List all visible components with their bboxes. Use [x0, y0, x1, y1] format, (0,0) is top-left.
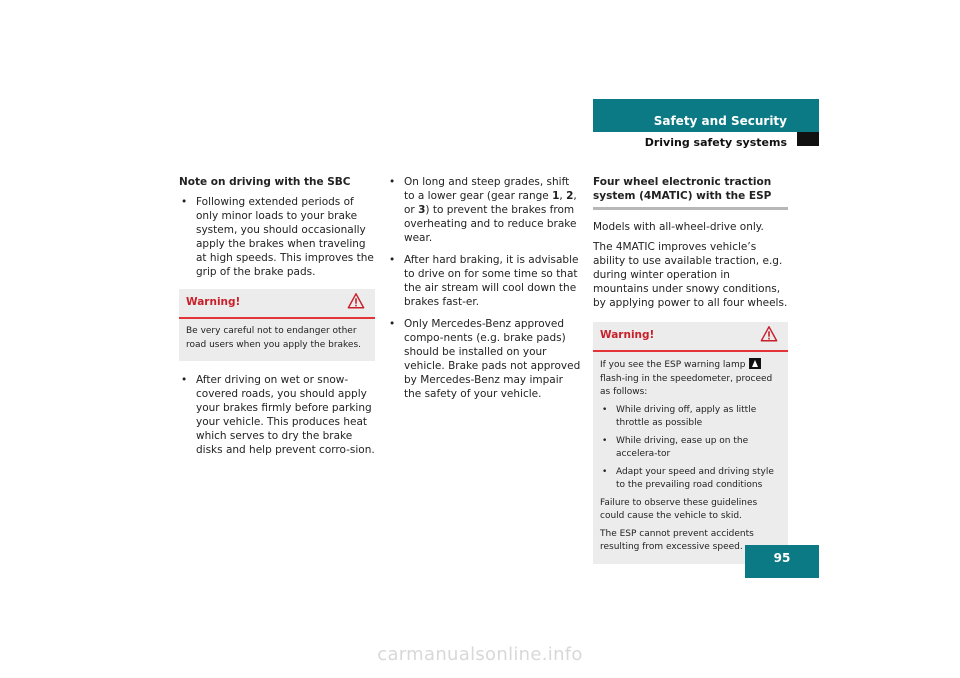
paragraph: The 4MATIC improves vehicle’s ability to use available traction, e.g. during winter operation in mountains under snowy conditions, by applying power to all four wheels.: [593, 241, 788, 309]
gear-number: 2: [566, 190, 574, 202]
column-3: [593, 175, 788, 564]
warning-body: [179, 319, 375, 361]
warning-label: Warning!: [186, 296, 241, 308]
gear-number: 1: [552, 190, 560, 202]
text-fragment: On long and steep grades, shift to a lower gear (gear range: [404, 176, 570, 202]
subsection-header: [593, 132, 797, 152]
warning-label: Warning!: [600, 329, 655, 341]
column-1: [179, 175, 375, 465]
warning-body: [593, 352, 788, 564]
text-fragment: , or: [404, 190, 577, 216]
warning-header: [179, 289, 375, 319]
list-item: • Following extended periods of only minor loads to your brake system, you should occasionally apply the brakes when traveling at high speeds. This improves the grip of the brake pads.: [179, 195, 375, 279]
warning-box-esp: [593, 322, 788, 564]
warning-header: [593, 322, 788, 352]
warning-triangle-icon: [347, 292, 365, 310]
section-title: Safety and Security: [653, 114, 787, 128]
sbc-list-1: [179, 195, 375, 279]
list-item: • While driving, ease up on the accelera-tor: [600, 435, 781, 462]
list-item: [387, 175, 583, 245]
4matic-heading: Four wheel electronic traction system (4MATIC) with the ESP: [593, 175, 788, 210]
section-header: [593, 99, 819, 132]
paragraph: Models with all-wheel-drive only.: [593, 221, 764, 233]
page-number-text: 95: [773, 551, 791, 565]
subsection-title: Driving safety systems: [644, 136, 787, 149]
text-fragment: flash-ing in the speedometer, proceed as follows:: [600, 373, 773, 397]
warning-text: The ESP cannot prevent accidents resulting from excessive speed.: [600, 528, 754, 552]
warning-box-sbc: [179, 289, 375, 361]
warning-text: Be very careful not to endanger other road users when you apply the brakes.: [186, 326, 362, 350]
list-item: • After hard braking, it is advisable to drive on for some time so that the air stream will cool down the brakes fast-er.: [387, 253, 583, 309]
warning-steps: [600, 404, 781, 493]
column-2: [387, 175, 583, 409]
page-number: [745, 545, 819, 578]
warning-intro: [600, 358, 781, 400]
watermark: carmanualsonline.info: [377, 644, 583, 665]
list-item: • After driving on wet or snow-covered roads, you should apply your brakes firmly before parking your vehicle. This produces heat which serves to dry the brake disks and help prevent corro-sion.: [179, 373, 375, 457]
list-item: • While driving off, apply as little throttle as possible: [600, 404, 781, 431]
text-fragment: ) to prevent the brakes from overheating and to reduce brake wear.: [404, 204, 577, 244]
warning-text: Failure to observe these guidelines could cause the vehicle to skid.: [600, 497, 758, 521]
header-marker: [797, 132, 819, 146]
esp-warning-lamp-icon: [749, 358, 761, 369]
list-item: • Adapt your speed and driving style to the prevailing road conditions: [600, 466, 781, 493]
gear-number: 3: [418, 204, 426, 216]
brake-tips-list: [387, 175, 583, 401]
sbc-heading: Note on driving with the SBC: [179, 176, 351, 188]
text-fragment: ,: [559, 190, 567, 202]
text-fragment: If you see the ESP warning lamp: [600, 360, 746, 370]
list-item: • Only Mercedes-Benz approved compo-nents (e.g. brake pads) should be installed on your vehicle. Brake pads not approved by Mercedes-Benz may impair the safety of your vehicle.: [387, 317, 583, 401]
warning-triangle-icon: [760, 325, 778, 343]
sbc-list-2: [179, 373, 375, 457]
